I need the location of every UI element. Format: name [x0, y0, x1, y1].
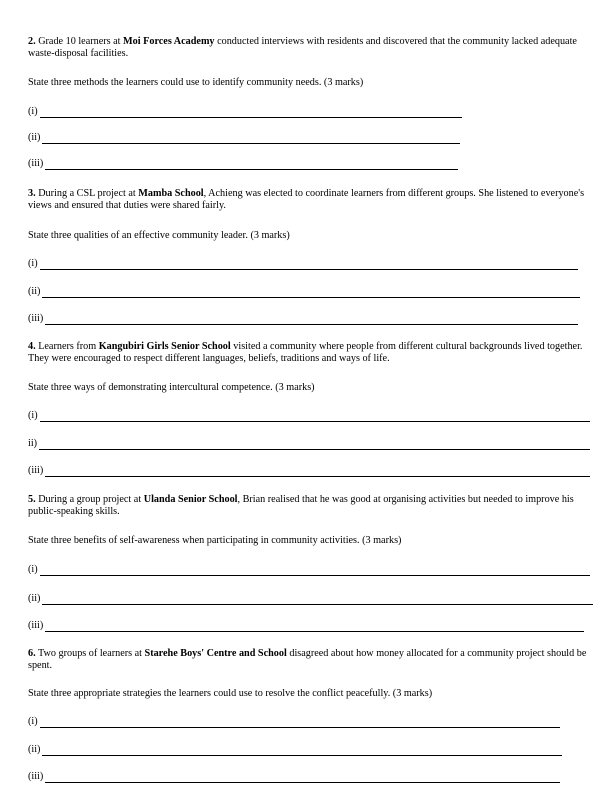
answer-label: (ii) [28, 593, 41, 604]
answer-line[interactable] [28, 286, 580, 298]
answer-label: (iii) [28, 465, 44, 476]
answer-rule [42, 134, 460, 144]
school-name: Kangubiri Girls Senior School [98, 341, 231, 352]
answer-label: (i) [28, 258, 38, 269]
school-name: Moi Forces Academy [123, 36, 215, 47]
school-name: Starehe Boys' Centre and School [144, 648, 287, 659]
answer-rule [45, 160, 458, 170]
question-6-prompt: State three appropriate strategies the learners could use to resolve the conflict peacefully. (3 marks) [28, 688, 433, 699]
answer-line[interactable] [28, 771, 560, 783]
answer-line[interactable] [28, 158, 458, 170]
answer-label: (iii) [28, 158, 44, 169]
school-name: Mamba School [138, 188, 204, 199]
question-text-after: , Achieng was elected to coordinate learners from different groups. She listened to everyone's views and ensured that duties were shared fairly. [28, 188, 585, 212]
question-number: 2. [28, 36, 36, 47]
answer-rule [42, 288, 580, 298]
question-6-text [28, 648, 598, 672]
answer-rule [45, 467, 590, 477]
question-number: 5. [28, 494, 36, 505]
answer-label: (iii) [28, 620, 44, 631]
answer-label: (i) [28, 716, 38, 727]
answer-line[interactable] [28, 438, 590, 450]
question-text-after: visited a community where people from different cultural backgrounds lived together. They were encouraged to respect different languages, beliefs, traditions and ways of life. [28, 341, 583, 365]
question-5-prompt: State three benefits of self-awareness when participating in community activities. (3 marks) [28, 535, 402, 546]
answer-line[interactable] [28, 313, 578, 325]
answer-rule [40, 718, 560, 728]
answer-line[interactable] [28, 132, 460, 144]
answer-rule [45, 622, 584, 632]
question-text-after: disagreed about how money allocated for a community project should be spent. [28, 648, 587, 672]
question-text-before: Grade 10 learners at [38, 36, 124, 47]
question-text-before: Two groups of learners at [38, 648, 145, 659]
question-text-after: conducted interviews with residents and discovered that the community lacked adequate waste-disposal facilities. [28, 36, 577, 60]
answer-rule [45, 315, 578, 325]
question-number: 6. [28, 648, 36, 659]
answer-line[interactable] [28, 620, 584, 632]
answer-line[interactable] [28, 593, 593, 605]
question-number: 4. [28, 341, 36, 352]
answer-rule [42, 746, 562, 756]
question-text-before: Learners from [38, 341, 99, 352]
answer-label: (i) [28, 410, 38, 421]
answer-line[interactable] [28, 258, 578, 270]
answer-label: (i) [28, 564, 38, 575]
answer-label: ii) [28, 438, 38, 449]
answer-rule [42, 595, 593, 605]
answer-rule [40, 412, 590, 422]
question-3-prompt: State three qualities of an effective community leader. (3 marks) [28, 230, 290, 241]
answer-line[interactable] [28, 106, 462, 118]
question-2-prompt: State three methods the learners could use to identify community needs. (3 marks) [28, 77, 364, 88]
answer-label: (iii) [28, 313, 44, 324]
answer-line[interactable] [28, 716, 560, 728]
answer-rule [40, 566, 590, 576]
question-text-before: During a group project at [38, 494, 144, 505]
answer-label: (ii) [28, 744, 41, 755]
question-5-text [28, 494, 598, 518]
answer-line[interactable] [28, 410, 590, 422]
answer-rule [45, 773, 560, 783]
answer-line[interactable] [28, 465, 590, 477]
answer-label: (ii) [28, 286, 41, 297]
answer-label: (i) [28, 106, 38, 117]
question-4-text [28, 341, 598, 365]
question-4-prompt: State three ways of demonstrating intercultural competence. (3 marks) [28, 382, 315, 393]
answer-label: (iii) [28, 771, 44, 782]
question-2-text [28, 36, 598, 60]
question-text-before: During a CSL project at [38, 188, 139, 199]
answer-rule [39, 440, 590, 450]
question-text-after: , Brian realised that he was good at organising activities but needed to improve his public-speaking skills. [28, 494, 574, 518]
question-number: 3. [28, 188, 36, 199]
answer-rule [40, 260, 578, 270]
answer-line[interactable] [28, 564, 590, 576]
question-3-text [28, 188, 598, 212]
school-name: Ulanda Senior School [143, 494, 238, 505]
answer-line[interactable] [28, 744, 562, 756]
answer-rule [40, 108, 462, 118]
answer-label: (ii) [28, 132, 41, 143]
